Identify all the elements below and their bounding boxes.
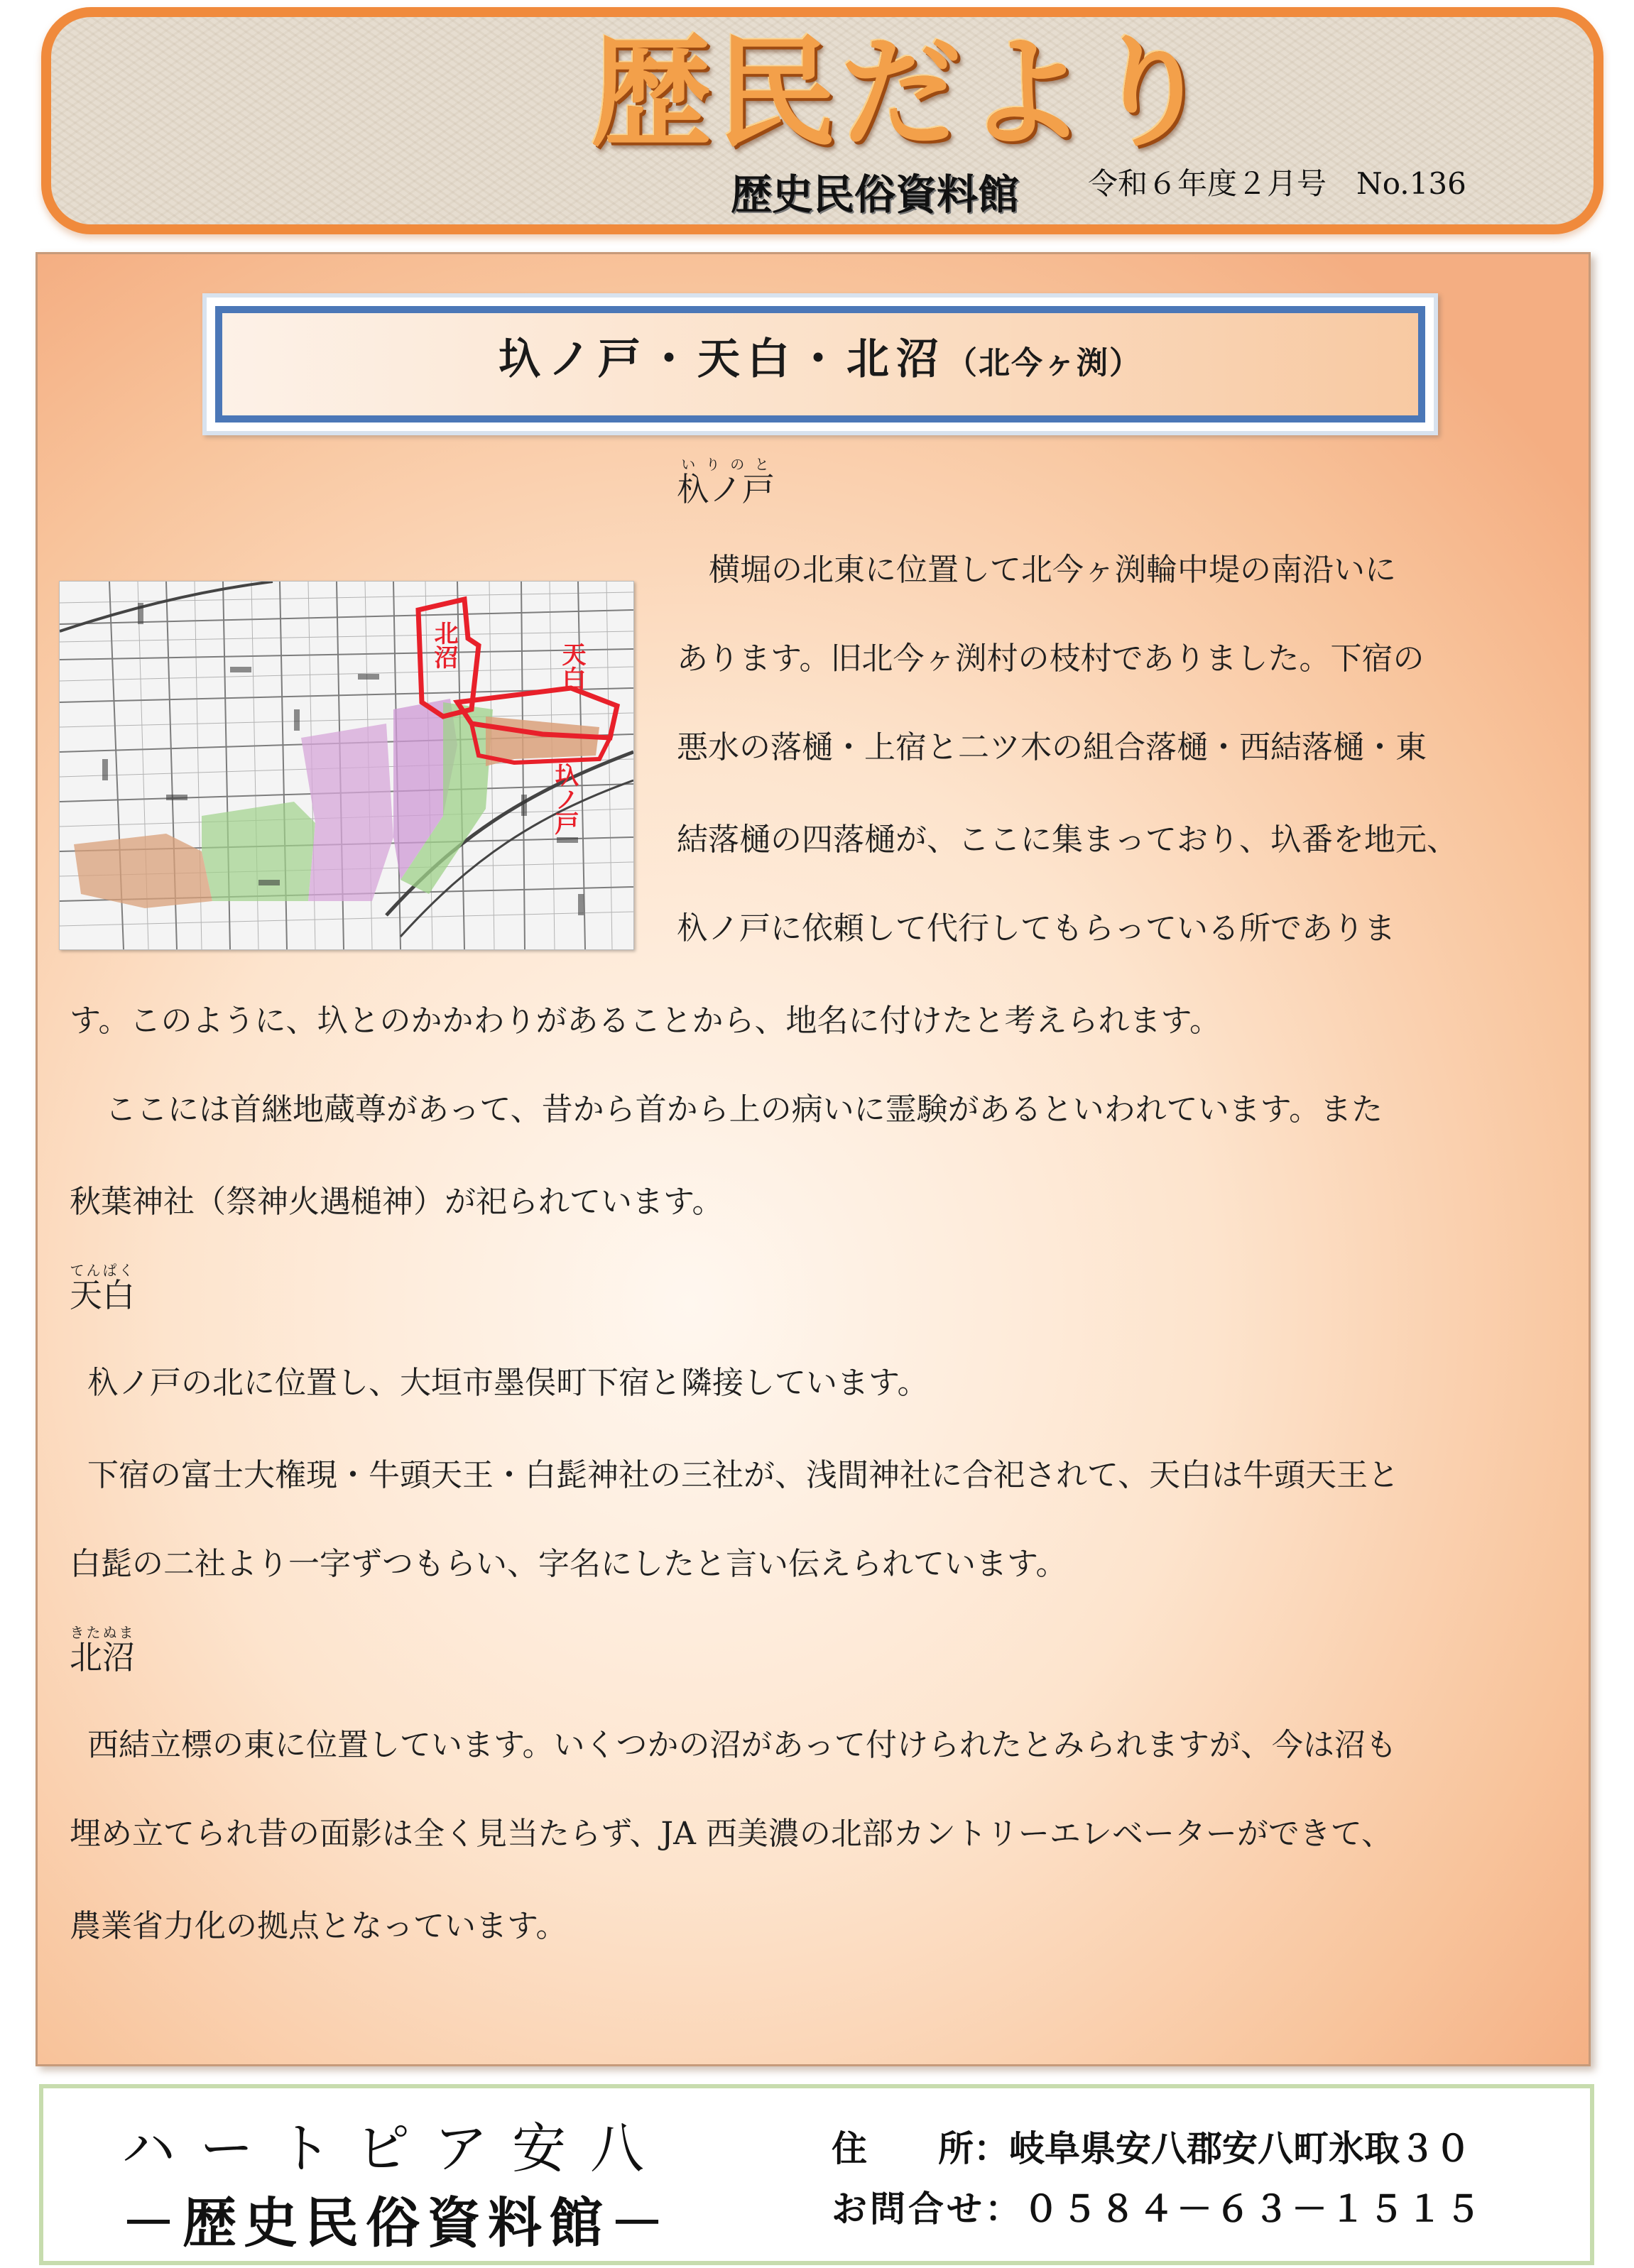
section-heading-irinoto [677,457,775,511]
museum-name-footer: －歴史民俗資料館－ [121,2191,671,2255]
facility-name: ハートピア安八 [121,2117,668,2180]
paragraph-line: 秋葉神社（祭神火遇槌神）が祀られています。 [70,1184,724,1220]
heading-text: 北沼 [70,1638,135,1677]
museum-footer [39,2084,1594,2265]
section-heading-tenpaku [70,1263,135,1316]
heading-text: 杁ノ戸 [677,470,775,508]
museum-name: 歴史民俗資料館 [730,170,1019,219]
paragraph-line: 悪水の落樋・上宿と二ツ木の組合落樋・西結落樋・東 [677,729,1427,765]
paragraph-line: 下宿の富士大権現・牛頭天王・白髭神社の三社が、浅間神社に合祀されて、天白は牛頭天王と [87,1457,1400,1493]
map-graphic [60,582,633,949]
map-label-irinoto: 圦ノ戸 [550,763,579,835]
article-title-box [202,293,1438,435]
map-label-kitanuma: 北沼 [430,621,458,669]
paragraph-line: す。このように、圦とのかかわりがあることから、地名に付けたと考えられます。 [70,1003,1221,1039]
paragraph-line: ここには首継地蔵尊があって、昔から首から上の病いに霊験があるといわれています。また [105,1091,1383,1128]
article-panel [36,252,1591,2066]
district-map [59,581,634,950]
section-heading-kitanuma [70,1625,135,1679]
newsletter-title: 歴民だより [591,23,1216,164]
paragraph-line: 白髭の二社より一字ずつもらい、字名にしたと言い伝えられています。 [70,1546,1067,1582]
issue-number: 令和６年度２月号 No.136 [1088,166,1466,201]
newsletter-header [41,7,1603,234]
paragraph-line: 杁ノ戸に依頼して代行してもらっている所でありま [677,910,1395,947]
address: 住 所：岐阜県安八郡安八町氷取３０ [832,2127,1471,2169]
paragraph-line: 杁ノ戸の北に位置し、大垣市墨俣町下宿と隣接しています。 [87,1365,929,1401]
article-title: 圦ノ戸・天白・北沼 [499,334,946,384]
heading-ruby: きたぬま [70,1624,135,1641]
paragraph-line: 結落樋の四落樋が、ここに集まっており、圦番を地元、 [677,822,1458,858]
paragraph-line: 横堀の北東に位置して北今ヶ渕輪中堤の南沿いに [709,552,1396,588]
paragraph-line: 農業省力化の拠点となっています。 [70,1908,567,1944]
phone-contact: お問合せ：０５８４－６３－１５１５ [832,2188,1483,2230]
article-title-inner [215,306,1425,422]
heading-ruby: てんぱく [70,1262,135,1279]
paragraph-line: 西結立標の東に位置しています。いくつかの沼があって付けられたとみられますが、今は沼も [87,1727,1398,1763]
heading-ruby: いりのと [677,456,775,473]
paragraph-line: あります。旧北今ヶ渕村の枝村でありました。下宿の [677,640,1425,677]
map-label-tenpaku: 天白 [557,642,586,690]
article-title-paren: （北今ヶ渕） [946,345,1142,381]
paragraph-line: 埋め立てられ昔の面影は全く見当たらず、JA 西美濃の北部カントリーエレベーターができて、 [70,1816,1393,1852]
heading-text: 天白 [70,1276,135,1314]
